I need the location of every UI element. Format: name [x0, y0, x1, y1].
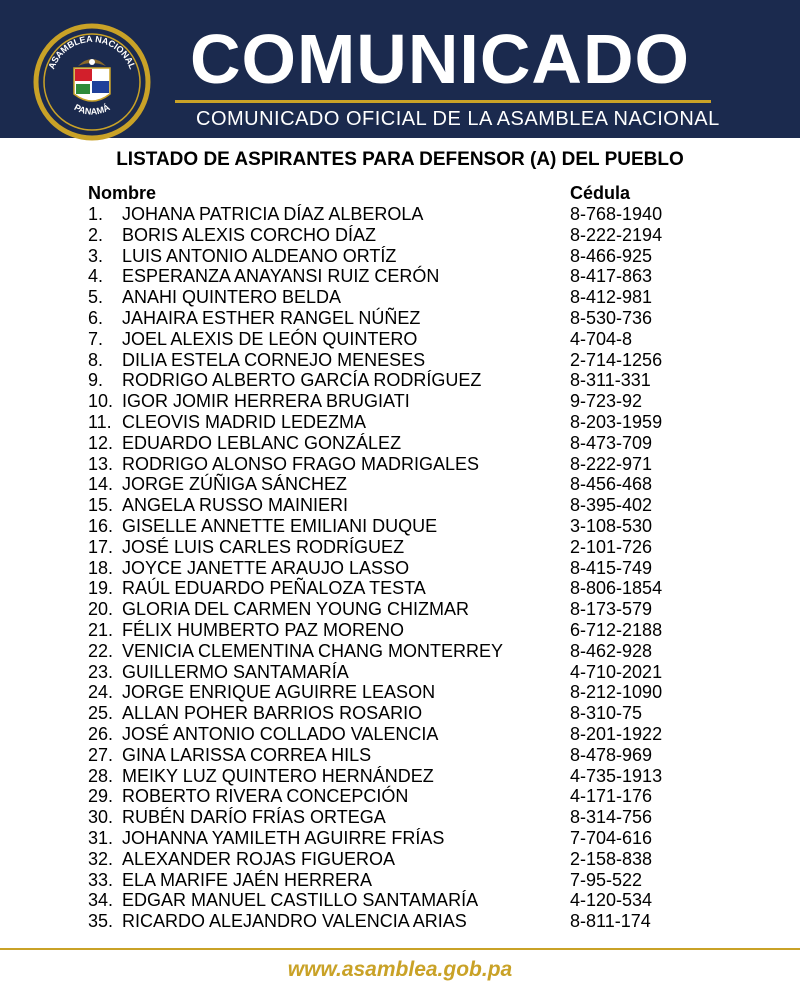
candidate-cedula: 8-310-75 [570, 703, 643, 724]
list-item [0, 662, 800, 683]
candidate-name: BORIS ALEXIS CORCHO DÍAZ [122, 224, 377, 245]
candidate-cedula: 8-530-736 [570, 307, 653, 328]
candidate-name: RAÚL EDUARDO PEÑALOZA TESTA [122, 578, 426, 599]
candidate-name: JOHANA PATRICIA DÍAZ ALBEROLA [122, 204, 424, 224]
list-item [0, 537, 800, 558]
candidate-number: 2. [88, 224, 104, 245]
candidate-number: 23. [88, 661, 114, 682]
candidate-name: JOSÉ ANTONIO COLLADO VALENCIA [122, 723, 439, 744]
candidate-name: ALLAN POHER BARRIOS ROSARIO [122, 703, 423, 724]
candidate-cedula: 4-120-534 [570, 890, 653, 911]
list-item [0, 474, 800, 495]
candidate-cedula: 2-714-1256 [570, 349, 663, 370]
list-item [0, 849, 800, 870]
column-header-nombre: Nombre [88, 183, 157, 203]
candidate-list [0, 204, 800, 932]
candidate-cedula: 8-395-402 [570, 495, 653, 516]
candidate-name: ELA MARIFE JAÉN HERRERA [122, 869, 373, 890]
candidate-cedula: 7-704-616 [570, 827, 653, 848]
candidate-cedula: 8-415-749 [570, 557, 653, 578]
candidate-name: EDGAR MANUEL CASTILLO SANTAMARÍA [122, 890, 479, 911]
candidate-name: RODRIGO ALBERTO GARCÍA RODRÍGUEZ [122, 370, 482, 391]
candidate-number: 8. [88, 349, 104, 370]
candidate-cedula: 8-212-1090 [570, 682, 663, 703]
candidate-cedula: 8-478-969 [570, 744, 653, 765]
list-item [0, 641, 800, 662]
title-divider [175, 100, 711, 103]
candidate-cedula: 8-417-863 [570, 266, 653, 287]
candidate-cedula: 4-710-2021 [570, 661, 663, 682]
candidate-name: CLEOVIS MADRID LEDEZMA [122, 411, 367, 432]
candidate-number: 17. [88, 536, 114, 557]
candidate-cedula: 8-173-579 [570, 599, 653, 620]
list-item [0, 911, 800, 932]
list-item [0, 266, 800, 287]
candidate-name: JOYCE JANETTE ARAUJO LASSO [122, 557, 410, 578]
list-item [0, 516, 800, 537]
candidate-number: 31. [88, 827, 114, 848]
list-item [0, 225, 800, 246]
candidate-cedula: 3-108-530 [570, 515, 653, 536]
list-item [0, 786, 800, 807]
candidate-name: LUIS ANTONIO ALDEANO ORTÍZ [122, 245, 397, 266]
candidate-number: 33. [88, 869, 114, 890]
candidate-cedula: 8-412-981 [570, 287, 653, 308]
candidate-number: 9. [88, 370, 104, 391]
header-banner [0, 0, 800, 138]
candidate-number: 16. [88, 515, 114, 536]
candidate-number: 28. [88, 765, 114, 786]
candidate-cedula: 8-311-331 [570, 370, 651, 391]
candidate-name: JAHAIRA ESTHER RANGEL NÚÑEZ [122, 307, 421, 328]
page-subtitle: COMUNICADO OFICIAL DE LA ASAMBLEA NACIONAL [196, 108, 720, 130]
seal-text-top: ASAMBLEA NACIONAL [46, 33, 138, 71]
candidate-name: ALEXANDER ROJAS FIGUEROA [122, 848, 396, 869]
candidate-cedula: 8-201-1922 [570, 723, 663, 744]
list-item [0, 599, 800, 620]
list-item [0, 454, 800, 475]
candidate-number: 24. [88, 682, 114, 703]
list-item [0, 766, 800, 787]
candidate-cedula: 7-95-522 [570, 869, 643, 890]
candidate-cedula: 4-735-1913 [570, 765, 663, 786]
candidate-cedula: 2-158-838 [570, 848, 653, 869]
candidate-number: 6. [88, 307, 104, 328]
list-item [0, 890, 800, 911]
candidate-name: ANGELA RUSSO MAINIERI [122, 495, 349, 516]
candidate-number: 25. [88, 703, 114, 724]
list-item [0, 724, 800, 745]
candidate-name: JOSÉ LUIS CARLES RODRÍGUEZ [122, 536, 405, 557]
candidate-number: 1. [88, 204, 104, 224]
list-item [0, 578, 800, 599]
candidate-name: GINA LARISSA CORREA HILS [122, 744, 372, 765]
candidate-name: ESPERANZA ANAYANSI RUIZ CERÓN [122, 266, 440, 287]
candidate-cedula: 4-171-176 [570, 786, 653, 807]
candidate-cedula: 8-473-709 [570, 432, 653, 453]
list-item [0, 329, 800, 350]
candidate-number: 30. [88, 807, 114, 828]
candidate-cedula: 8-314-756 [570, 807, 653, 828]
list-item [0, 682, 800, 703]
candidate-number: 4. [88, 266, 104, 287]
page-title: COMUNICADO [190, 20, 690, 98]
candidate-name: EDUARDO LEBLANC GONZÁLEZ [122, 432, 402, 453]
candidate-cedula: 8-222-971 [570, 453, 653, 474]
candidate-cedula: 9-723-92 [570, 391, 643, 412]
candidate-name: FÉLIX HUMBERTO PAZ MORENO [122, 619, 405, 640]
candidate-number: 12. [88, 432, 114, 453]
candidate-number: 27. [88, 744, 114, 765]
candidate-number: 35. [88, 911, 114, 932]
candidate-name: ANAHI QUINTERO BELDA [122, 287, 342, 308]
list-item [0, 828, 800, 849]
list-item [0, 433, 800, 454]
list-item [0, 620, 800, 641]
list-item [0, 703, 800, 724]
candidate-name: DILIA ESTELA CORNEJO MENESES [122, 349, 426, 370]
candidate-number: 14. [88, 474, 114, 495]
list-item [0, 350, 800, 371]
candidate-name: GUILLERMO SANTAMARÍA [122, 661, 349, 682]
candidate-number: 32. [88, 848, 114, 869]
candidate-cedula: 4-704-8 [570, 328, 633, 349]
seal-text-bottom: PANAMÁ [72, 102, 112, 117]
candidate-name: MEIKY LUZ QUINTERO HERNÁNDEZ [122, 765, 434, 786]
candidate-cedula: 8-462-928 [570, 640, 653, 661]
candidate-name: RUBÉN DARÍO FRÍAS ORTEGA [122, 807, 386, 828]
candidate-number: 13. [88, 453, 114, 474]
candidate-cedula: 8-768-1940 [570, 204, 663, 224]
list-item [0, 308, 800, 329]
candidate-cedula: 8-203-1959 [570, 411, 663, 432]
footer-divider [0, 948, 800, 950]
candidate-name: VENICIA CLEMENTINA CHANG MONTERREY [122, 640, 504, 661]
candidate-name: GISELLE ANNETTE EMILIANI DUQUE [122, 515, 438, 536]
candidate-number: 34. [88, 890, 114, 911]
candidate-name: GLORIA DEL CARMEN YOUNG CHIZMAR [122, 599, 470, 620]
asamblea-seal-icon [32, 22, 152, 142]
candidate-number: 7. [88, 328, 104, 349]
candidate-name: JOHANNA YAMILETH AGUIRRE FRÍAS [122, 827, 445, 848]
list-item [0, 745, 800, 766]
candidate-name: JORGE ZÚÑIGA SÁNCHEZ [122, 474, 348, 495]
candidate-cedula: 8-811-174 [570, 911, 651, 932]
column-header-cedula: Cédula [570, 183, 631, 203]
candidate-cedula: 6-712-2188 [570, 619, 663, 640]
candidate-cedula: 8-466-925 [570, 245, 653, 266]
website-link[interactable]: www.asamblea.gob.pa [287, 958, 513, 981]
candidate-number: 21. [88, 619, 114, 640]
list-item [0, 204, 800, 225]
list-item [0, 807, 800, 828]
candidate-number: 3. [88, 245, 104, 266]
candidate-cedula: 2-101-726 [570, 536, 653, 557]
list-item [0, 391, 800, 412]
candidate-number: 11. [88, 411, 112, 432]
document-heading: LISTADO DE ASPIRANTES PARA DEFENSOR (A) DEL PUEBLO [116, 149, 684, 170]
list-item [0, 870, 800, 891]
list-item [0, 412, 800, 433]
candidate-name: JORGE ENRIQUE AGUIRRE LEASON [122, 682, 436, 703]
candidate-name: RICARDO ALEJANDRO VALENCIA ARIAS [122, 911, 467, 932]
candidate-number: 5. [88, 287, 104, 308]
candidate-number: 18. [88, 557, 114, 578]
candidate-name: IGOR JOMIR HERRERA BRUGIATI [122, 391, 410, 412]
candidate-number: 15. [88, 495, 114, 516]
list-item [0, 558, 800, 579]
candidate-cedula: 8-456-468 [570, 474, 653, 495]
list-item [0, 495, 800, 516]
list-item [0, 370, 800, 391]
candidate-name: ROBERTO RIVERA CONCEPCIÓN [122, 786, 409, 807]
list-item [0, 287, 800, 308]
candidate-cedula: 8-806-1854 [570, 578, 663, 599]
candidate-number: 29. [88, 786, 114, 807]
candidate-number: 20. [88, 599, 114, 620]
candidate-number: 22. [88, 640, 114, 661]
candidate-name: JOEL ALEXIS DE LEÓN QUINTERO [122, 328, 418, 349]
candidate-number: 26. [88, 723, 114, 744]
candidate-cedula: 8-222-2194 [570, 224, 663, 245]
list-item [0, 246, 800, 267]
candidate-name: RODRIGO ALONSO FRAGO MADRIGALES [122, 453, 480, 474]
candidate-number: 19. [88, 578, 114, 599]
candidate-number: 10. [88, 391, 114, 412]
